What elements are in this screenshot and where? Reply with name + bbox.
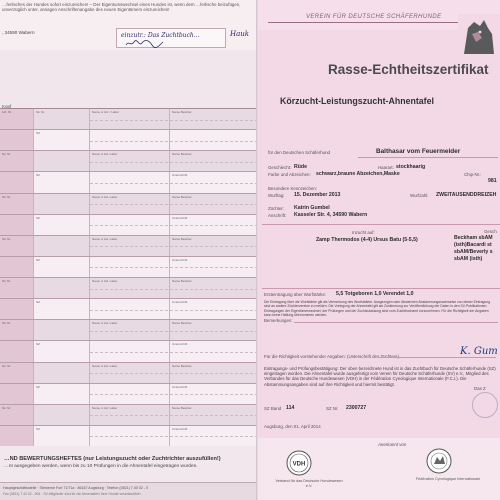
row-cell-name-text: Name d. Hd. Laber <box>92 279 118 283</box>
inzucht-value: Zamp Thermodos (4-4) Ursus Batu (5-5,5) <box>316 237 418 243</box>
row-cell-index <box>0 299 34 319</box>
row-divider <box>90 267 258 268</box>
table-row <box>0 151 258 172</box>
row-cell-sz-text: SZ <box>36 384 40 389</box>
row-cell-sz <box>34 109 90 129</box>
footer-text: …nt ausgegeben werden, wenn bis zu 10 Prüfungen in die Ahnentafel eingetragen wurden. <box>4 464 198 469</box>
das-zuchtbuch: Das Z <box>474 386 486 391</box>
row-cell-index-text: Sit. Nr. <box>2 405 12 410</box>
row-divider <box>90 394 258 395</box>
row-divider <box>90 120 258 121</box>
bottom-line-1: Hauptgeschäftsstelle · Steinerne Furt 71/71a · 86167 Augsburg · Telefon (0821) 7 40 02 - 0 <box>3 486 148 490</box>
table-row <box>0 215 258 236</box>
anschrift-value: Kasseler Str. 4, 34590 Wabern <box>294 212 368 218</box>
row-cell-sz-text: SZ <box>36 131 40 136</box>
row-cell-index <box>0 278 34 298</box>
row-cell-sz-text: SZ <box>36 173 40 178</box>
row-cell-owner-text: Name Besitzer <box>172 236 192 241</box>
row-cell-sz <box>34 426 90 446</box>
row-divider <box>90 162 258 163</box>
official-stamp <box>472 392 498 418</box>
fci-caption: Fédération Cynologique Internationale <box>415 477 481 481</box>
bestaetigung-text: Eintragungs- und Prüfungsbestätigung: Der oben bezeichnete Hund ist in das Zuchtbuch für Deutsche Schäferhunde (SZ) eingetragen worden. Die Ahnentafel wurde ausgefertigt vom Verein für Deutsche Schäferhunde (SV) e.V., Mitglied des Verbandes für das Deutsche Hundewesen (VDH) in der Fédération Cynologique Internationale (F.C.I.). Die Abstammungsangaben sind auf ihre Richtigkeit und hiermit bestätigt. <box>264 366 496 387</box>
row-cell-index <box>0 363 34 383</box>
bottom-line-2: Fax (0821) 7 40 02 - 904 · SV-Mitglieder sind für die Ahnentafeln ihrer Hunde verantwortlich. <box>3 492 142 496</box>
table-row <box>0 278 258 299</box>
right-page <box>258 0 500 500</box>
row-divider <box>90 225 258 226</box>
wurfzahl-value: ZWEITAUSENDDREIZEH <box>436 192 497 198</box>
table-row <box>0 257 258 278</box>
left-page-header <box>0 0 258 50</box>
row-cell-name-text: Name d. Hd. Laber <box>92 194 118 199</box>
geschlecht-label: Geschlecht: <box>268 165 292 170</box>
breeder-signature: K. Gum <box>460 346 498 357</box>
row-divider <box>90 289 258 290</box>
farbe-label: Farbe und Abzeichen: <box>268 172 311 177</box>
row-cell-index-text: Sit. Nr. <box>2 236 12 241</box>
row-cell-owner-text: Unterschrift <box>172 215 188 220</box>
row-cell-index-text: Lfd. Nr. <box>2 110 12 114</box>
sz-band-value: 114 <box>286 405 295 411</box>
row-cell-index <box>0 130 34 150</box>
pedigree-title: Körzucht-Leistungszucht-Ahnentafel <box>280 96 434 106</box>
row-cell-index <box>0 215 34 235</box>
row-cell-sz-text: SZ <box>36 426 40 431</box>
row-cell-sz-text: SZ <box>36 342 40 347</box>
table-row <box>0 236 258 257</box>
handwritten-scrawl <box>125 39 165 48</box>
ort-datum: Augsburg, den 01. April 2014 <box>264 424 321 429</box>
side-label: Kopf <box>2 104 12 109</box>
row-cell-owner-text: Unterschrift <box>172 342 188 347</box>
table-row <box>0 320 258 341</box>
row-cell-index <box>0 194 34 214</box>
haarart-value: stockhaarig <box>396 164 426 170</box>
row-divider <box>90 246 258 247</box>
row-cell-sz <box>34 151 90 171</box>
table-row <box>0 341 258 362</box>
row-divider <box>90 141 258 142</box>
row-cell-name-text: Name d. Hd. / Laber <box>92 110 120 114</box>
zuechter-label: Züchter: <box>268 206 285 211</box>
row-cell-index <box>0 341 34 361</box>
row-cell-sz <box>34 363 90 383</box>
geschlecht-value: Rüde <box>294 164 307 170</box>
row-cell-owner-text: Unterschrift <box>172 300 188 305</box>
row-cell-index <box>0 405 34 425</box>
row-cell-index-text: Sit. Nr. <box>2 363 12 368</box>
recognition-band <box>258 438 500 500</box>
row-cell-index <box>0 257 34 277</box>
erstwurf-label: Ersteintragung über Wurfstärke: <box>264 292 327 297</box>
table-row <box>0 194 258 215</box>
richtigkeit-label: Für die Richtigkeit vorstehender Angaben: (Unterschrift des Züchters) <box>264 354 399 359</box>
row-cell-owner-text: Unterschrift <box>172 426 188 431</box>
row-divider <box>90 183 258 184</box>
table-row <box>0 405 258 426</box>
dog-name: Balthasar vom Feuermelder <box>376 148 461 155</box>
footer-title: …ND BEWERTUNGSHEFTES (nur Leistungszucht oder Zuchtrichter auszufüllen!) <box>4 456 221 462</box>
row-cell-owner-text: Unterschrift <box>172 257 188 262</box>
table-row <box>0 384 258 405</box>
wurftag-label: Wurftag: <box>268 193 285 198</box>
signature-box-label: einzutr.: Das Zuchtbuch… <box>121 32 200 39</box>
row-cell-name-text: Name d. Hd. Laber <box>92 236 118 241</box>
row-cell-sz <box>34 278 90 298</box>
row-cell-index <box>0 151 34 171</box>
farbe-value: schwarz,braune Abzeichen,Maske <box>316 171 400 177</box>
chip-label: Chip-Nr.: <box>464 172 482 177</box>
owner-address: , 34590 Wabern <box>2 30 35 35</box>
right-col-label: Gesch <box>484 229 497 234</box>
table-row <box>0 363 258 384</box>
header-instructions: …ferlisches der Hundes sofort einzureichen! – Der Eigentumswechsel eines Hundes ist, wenn dem …ferlische beizufügen, unverzüglich unter, ansagen Anschriftenangabe des neuen Eigentümers einzureichen! <box>2 2 241 12</box>
vdh-logo-icon <box>286 450 312 476</box>
row-divider <box>90 436 258 437</box>
row-cell-index-text: Sit. Nr. <box>2 279 12 283</box>
row-cell-sz <box>34 215 90 235</box>
table-row <box>0 426 258 447</box>
row-cell-sz-text: SZ <box>36 300 40 305</box>
zuechter-value: Katrin Gumbel <box>294 205 330 211</box>
right-col-line-1: (isth)Bacardi st <box>454 242 492 248</box>
row-divider <box>90 331 258 332</box>
row-cell-index <box>0 109 34 129</box>
row-cell-sz <box>34 257 90 277</box>
right-col-line-3: sbAM (isth) <box>454 256 483 262</box>
row-divider <box>90 204 258 205</box>
table-row <box>0 109 258 130</box>
anschrift-label: Anschrift: <box>268 213 287 218</box>
vdh-caption: Verband für das Deutsche Hundewesen e.V. <box>275 479 343 488</box>
wurftag-value: 15. Dezember 2013 <box>294 192 341 198</box>
bemerkungen-rule <box>294 322 498 323</box>
row-cell-sz-text: SZ <box>36 215 40 220</box>
row-cell-index <box>0 172 34 192</box>
signature-box <box>116 28 226 48</box>
dog-name-rule <box>358 157 498 158</box>
sz-nr-value: 2300727 <box>346 405 367 411</box>
row-cell-name-text: Name d. Hd. Laber <box>92 405 118 410</box>
sz-nr-label: SZ Nr. <box>326 406 339 411</box>
row-divider <box>90 310 258 311</box>
anerkannt-text: Anerkannt von <box>378 442 407 447</box>
row-cell-sz <box>34 341 90 361</box>
row-cell-name-text: Name d. Hd. Laber <box>92 321 118 326</box>
row-cell-owner-text: Name Besitzer <box>172 110 192 114</box>
right-col-line-2: sbAM/Beverly s <box>454 249 493 255</box>
shepherd-logo-icon <box>458 14 500 62</box>
row-cell-owner-text: Name Besitzer <box>172 194 192 199</box>
row-cell-sz <box>34 130 90 150</box>
row-cell-index-text: Sit. Nr. <box>2 152 12 157</box>
row-cell-index <box>0 384 34 404</box>
row-cell-sz <box>34 236 90 256</box>
row-cell-name-text: Name d. Hd. Laber <box>92 152 118 157</box>
row-cell-name-text: Name d. Hd. Laber <box>92 363 118 368</box>
row-cell-owner-text: Name Besitzer <box>172 363 192 368</box>
row-cell-index-text: Sit. Nr. <box>2 194 12 199</box>
table-row <box>0 172 258 193</box>
table-row <box>0 130 258 151</box>
richtigkeit-rule <box>378 357 496 358</box>
row-cell-sz <box>34 194 90 214</box>
row-divider <box>90 373 258 374</box>
erstwurf-value: 5,5 Totgeboren 1,0 Verendet 1,0 <box>336 291 414 297</box>
row-cell-owner-text: Name Besitzer <box>172 321 192 326</box>
row-cell-sz <box>34 299 90 319</box>
fci-logo-icon <box>426 448 452 474</box>
row-divider <box>90 352 258 353</box>
handwritten-mark: Hauk <box>230 30 250 38</box>
section-rule-1 <box>262 224 500 225</box>
row-cell-index <box>0 320 34 340</box>
row-cell-owner-text: Unterschrift <box>172 173 188 178</box>
row-cell-owner-text: Name Besitzer <box>172 279 192 283</box>
row-cell-owner-text: Name Besitzer <box>172 405 192 410</box>
row-cell-sz <box>34 384 90 404</box>
left-bottom-strip <box>0 482 258 500</box>
row-cell-sz-text: SZ <box>36 257 40 262</box>
kennzeichen-label: Besondere Kennzeichen: <box>268 186 318 191</box>
bemerkungen-label: Bemerkungen: <box>264 318 293 323</box>
row-cell-owner-text: Name Besitzer <box>172 152 192 157</box>
erlaeuterung-text: Die Eintragung über die Wurfstärke gilt als Vermerkung des Wurfsstärke. Ausgezogen oder Abweichen Abstammungsnachweise von dieser Eintragung sind an andere Züchtervereine zu melden. Die Vorlegung der Ahnentafel gilt als Zustimmung zur Veröffentlichung der Daten in den SV-Publikationen. Eintragungen der Eigentümerwechsel, der Prüfungen und der Zuchtzulassung sind vom Zuchtbuchamt vorzunehmen. Für die Richtigkeit der Angaben kann keine Haftung übernommen werden. <box>264 300 491 318</box>
right-col-line-0: Beckham sbAM <box>454 235 493 241</box>
row-cell-index-text: Sit. Nr. <box>2 321 12 326</box>
vdh-logo-text: VDH <box>292 461 306 468</box>
inzucht-label: Inzucht auf: <box>352 230 375 235</box>
row-cell-sz <box>34 172 90 192</box>
row-cell-owner-text: Unterschrift <box>172 384 188 389</box>
sz-band-label: SZ Band <box>264 406 282 411</box>
certificate-title: Rasse-Echtheitszertifikat <box>328 62 489 77</box>
chip-value: 981 <box>488 178 497 184</box>
row-divider <box>90 415 258 416</box>
wurfzahl-label: Wurfzahl: <box>410 193 429 198</box>
section-rule-2 <box>262 288 500 289</box>
fuer-label: für den Deutschen Schäferhund <box>268 150 330 155</box>
ownership-record-table <box>0 108 258 446</box>
row-cell-sz <box>34 320 90 340</box>
row-cell-sz <box>34 405 90 425</box>
haarart-label: Haarart: <box>378 165 394 170</box>
row-cell-index <box>0 236 34 256</box>
row-cell-sz-text: Sit. Nr. <box>36 110 46 114</box>
verein-title: VEREIN FÜR DEUTSCHE SCHÄFERHUNDE <box>306 14 442 20</box>
table-row <box>0 299 258 320</box>
row-cell-index <box>0 426 34 446</box>
